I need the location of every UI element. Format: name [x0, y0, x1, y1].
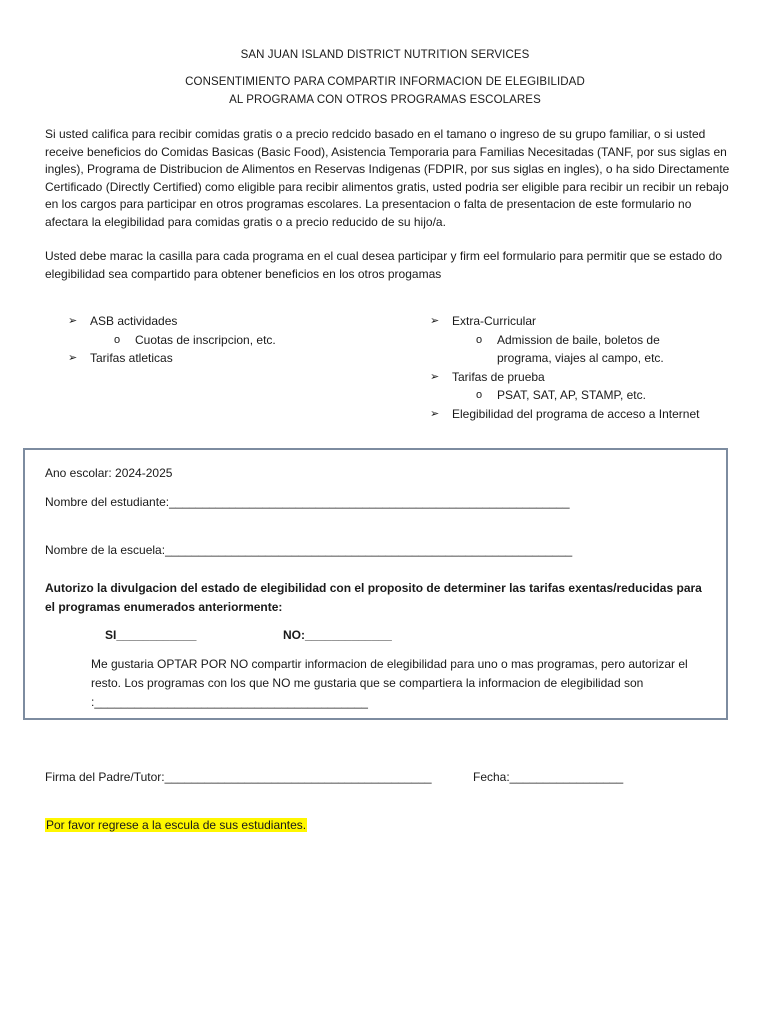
list-item	[68, 312, 398, 331]
arrow-bullet-icon: ➢	[68, 315, 78, 327]
no-field[interactable]: NO:_____________	[283, 628, 392, 642]
program-label: Extra-Curricular	[452, 314, 537, 328]
program-label: Tarifas de prueba	[452, 369, 545, 384]
return-note: Por favor regrese a la escula de sus estudiantes.	[46, 818, 307, 832]
arrow-bullet-icon: ➢	[430, 407, 440, 420]
program-detail: Cuotas de inscripcion, etc.	[135, 332, 276, 347]
list-item	[430, 368, 730, 387]
parent-signature-field[interactable]: Firma del Padre/Tutor:________________________________________	[45, 770, 432, 784]
yes-field[interactable]: SI____________	[105, 628, 197, 642]
intro-paragraph-1: Si usted califica para recibir comidas gratis o a precio redcido basado en el tamano o ingreso de su grupo familiar, o si usted receive beneficios do Comidas Basicas (Basic Food), Asistencia Temporaria para Familias Necesitadas (TANF, por sus siglas en ingles), Programa de Distribucion de Alimentos en Reservas Indigenas (FDPIR, por sus siglas en ingles), o ha sido Directamente Certificado (Directly Certified) como eligible para recibir alimentos gratis, usted podria ser eligible para recibir un recibir un rebajo en los cargos para participar en otros programas escolares. La presentacion o falta de presentacion de este formulario no afectara la elegibilidad para comidas gratis o a precio reducido de su hijo/a.	[45, 127, 730, 229]
organization-title: SAN JUAN ISLAND DISTRICT NUTRITION SERVICES	[240, 49, 530, 61]
circle-bullet-icon: o	[476, 333, 483, 346]
arrow-bullet-icon: ➢	[68, 352, 78, 365]
student-name-field[interactable]: Nombre del estudiante:____________________________________________________________	[45, 495, 570, 509]
school-name-field[interactable]: Nombre de la escuela:_____________________________________________________________	[45, 543, 573, 557]
circle-bullet-icon: o	[114, 333, 121, 346]
arrow-bullet-icon: ➢	[430, 370, 440, 383]
form-title-line1: CONSENTIMIENTO PARA COMPARTIR INFORMACION DE ELEGIBILIDAD	[185, 76, 585, 88]
program-list-left	[68, 312, 398, 368]
list-subitem	[430, 331, 730, 350]
list-item	[430, 405, 730, 424]
list-subitem	[430, 349, 730, 368]
authorization-statement: Autorizo la divulgacion del estado de elegibilidad con el proposito de determiner las tarifas exentas/reducidas para el programas enumerados anteriormente:	[45, 581, 702, 614]
circle-bullet-icon: o	[476, 389, 483, 402]
list-subitem	[430, 386, 730, 405]
date-field[interactable]: Fecha:_________________	[473, 770, 624, 784]
intro-paragraph-2: Usted debe marac la casilla para cada programa en el cual desea participar y firm eel formulario para permitir que se estado do elegibilidad sea compartido para obtener beneficios en los otros progamas	[45, 249, 723, 281]
program-list-right	[430, 312, 730, 424]
opt-out-programs-field[interactable]: :_________________________________________	[91, 695, 368, 709]
program-label: ASB actividades	[90, 314, 178, 328]
program-detail: Admission de baile, boletos de	[497, 332, 660, 347]
consent-form-box	[23, 448, 728, 720]
school-year: Ano escolar: 2024-2025	[45, 466, 173, 480]
form-title-line2: AL PROGRAMA CON OTROS PROGRAMAS ESCOLARES	[229, 94, 541, 106]
list-item	[430, 312, 730, 331]
program-label: Tarifas atleticas	[90, 351, 173, 366]
list-item	[68, 349, 398, 368]
program-label: Elegibilidad del programa de acceso a Internet	[452, 406, 700, 421]
opt-out-statement: Me gustaria OPTAR POR NO compartir informacion de elegibilidad para uno o mas programas, pero autorizar el resto. Los programas con los que NO me gustaria que se compartiera la informacion de elegibilidad son	[91, 657, 688, 690]
program-detail: PSAT, SAT, AP, STAMP, etc.	[497, 388, 646, 403]
program-detail: programa, viajes al campo, etc.	[497, 351, 664, 366]
arrow-bullet-icon: ➢	[430, 315, 440, 327]
list-subitem	[68, 331, 398, 350]
